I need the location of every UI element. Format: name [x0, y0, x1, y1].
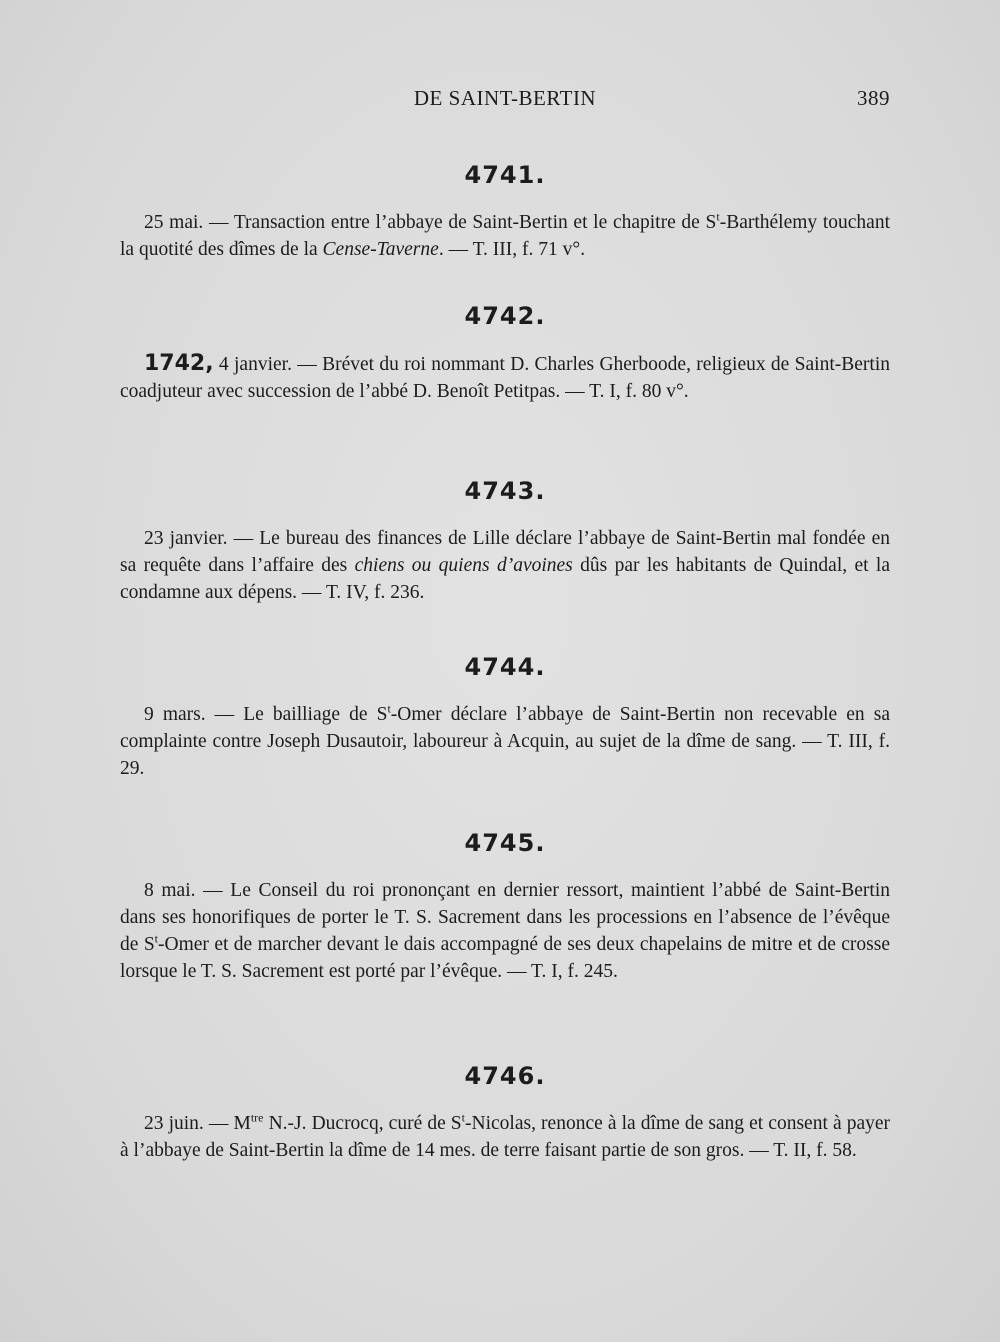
superscript: t [461, 1110, 466, 1125]
text-segment: . — T. III, f. 71 v°. [438, 239, 586, 260]
text-segment: 4 janvier. — Brévet du roi nommant D. Charles Gherboode, religieux de Saint-Bertin coadjuteur avec succession de l’abbé D. Benoît Petitpas. — T. I, f. 80 v°. [120, 354, 890, 402]
entry-4745 [120, 823, 890, 985]
entry-text [120, 209, 890, 263]
italic-term: Cense-Taverne [322, 239, 439, 260]
superscript: t [154, 931, 159, 946]
text-segment: 23 janvier. — Le bureau des finances de Lille déclare l’abbaye de Saint-Bertin mal fondée en sa requête dans l’affaire des [120, 528, 890, 576]
entry-text [120, 350, 890, 405]
entry-text [120, 701, 890, 782]
entry-date: 25 mai. [144, 212, 204, 233]
entry-text [120, 1110, 890, 1164]
entry-number: 4745. [464, 829, 546, 857]
entry-4746 [120, 1056, 890, 1164]
page-header [120, 86, 890, 116]
superscript: t [387, 701, 391, 716]
text-segment: 8 mai. — Le Conseil du roi prononçant en dernier ressort, maintient l’abbé de Saint-Bertin dans ses honorifiques de porter le T. S. Sacrement dans les processions en l’absence de l’évêque de S [120, 880, 890, 955]
entry-year: 1742, [144, 351, 214, 376]
entry-4743 [120, 471, 890, 606]
text-segment: -Omer déclare l’abbaye de Saint-Bertin non recevable en sa complainte contre Joseph Dusautoir, laboureur à Acquin, au sujet de la dîme de sang. — T. III, f. 29. [120, 704, 890, 779]
entry-number: 4742. [464, 302, 546, 330]
text-segment: N.-J. Ducrocq, curé de S [263, 1113, 462, 1134]
text-segment: -Barthélemy touchant la quotité des dîmes de la [120, 212, 890, 260]
running-title: DE SAINT-BERTIN [413, 86, 597, 110]
text-segment: -Nicolas, renonce à la dîme de sang et consent à payer à l’abbaye de Saint-Bertin la dîme de 14 mes. de terre faisant partie de son gros. — T. II, f. 58. [120, 1113, 891, 1161]
text-segment: 23 juin. — M [144, 1113, 251, 1134]
entry-text [120, 525, 890, 606]
text-segment: -Omer et de marcher devant le dais accompagné de ses deux chapelains de mitre et de crosse lorsque le T. S. Sacrement est porté par l’évêque. — T. I, f. 245. [120, 934, 890, 982]
superscript: t [716, 209, 720, 224]
page-number: 389 [857, 86, 890, 110]
entry-4744 [120, 647, 890, 782]
text-segment: 9 mars. — Le bailliage de S [144, 704, 388, 725]
text-segment: dûs par les habitants de Quindal, et la condamne aux dépens. — T. IV, f. 236. [120, 555, 890, 603]
entry-4741 [120, 155, 890, 263]
superscript: tre [250, 1110, 264, 1125]
italic-term: chiens ou quiens d’avoines [354, 555, 573, 576]
text-segment: — Transaction entre l’abbaye de Saint-Bertin et le chapitre de S [203, 212, 717, 233]
entry-number: 4743. [464, 477, 546, 505]
entry-number: 4746. [464, 1062, 546, 1090]
entry-4742 [120, 296, 890, 405]
entry-text [120, 877, 890, 985]
entry-number: 4741. [464, 161, 546, 189]
entry-number: 4744. [464, 653, 546, 681]
